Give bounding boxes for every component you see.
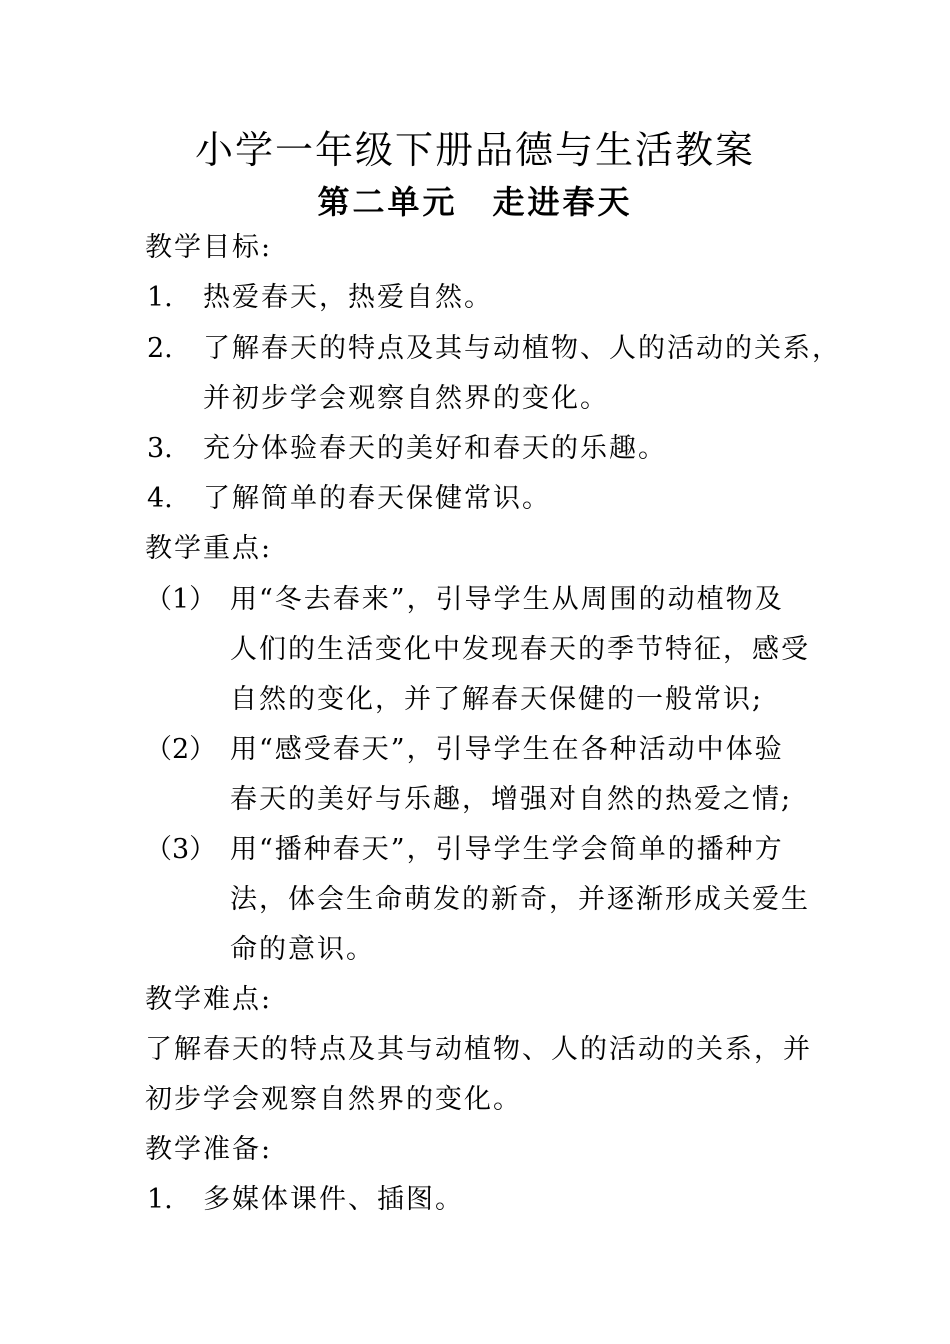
objective-text: 了解简单的春天保健常识。 xyxy=(203,483,551,514)
key-points-heading: 教学重点: xyxy=(145,533,273,564)
objective-text: 了解春天的特点及其与动植物、人的活动的关系， xyxy=(203,333,841,364)
key-point-text: 用“感受春天”，引导学生在各种活动中体验 xyxy=(230,734,784,765)
preparation-number: 1. xyxy=(147,1184,173,1215)
objective-text: 热爱春天，热爱自然。 xyxy=(203,282,493,313)
preparation-heading: 教学准备: xyxy=(145,1134,273,1165)
key-point-number: （1） xyxy=(145,584,217,615)
objective-number: 2. xyxy=(147,333,173,364)
key-point-text: 用“播种春天”，引导学生学会简单的播种方 xyxy=(230,834,784,865)
objective-number: 3. xyxy=(147,433,173,464)
key-point-text: 自然的变化，并了解春天保健的一般常识; xyxy=(230,684,764,715)
difficulties-heading: 教学难点: xyxy=(145,984,273,1015)
key-point-text: 用“冬去春来”，引导学生从周围的动植物及 xyxy=(230,584,784,615)
key-point-number: （2） xyxy=(145,734,217,765)
key-point-text: 人们的生活变化中发现春天的季节特征，感受 xyxy=(230,634,810,665)
page-subtitle: 第二单元 走进春天 xyxy=(317,183,633,221)
key-point-text: 春天的美好与乐趣，增强对自然的热爱之情; xyxy=(230,784,793,815)
key-point-text: 命的意识。 xyxy=(230,934,375,965)
difficulties-text: 了解春天的特点及其与动植物、人的活动的关系，并 xyxy=(145,1034,812,1065)
key-point-number: （3） xyxy=(145,834,217,865)
objective-number: 1. xyxy=(147,282,173,313)
preparation-text: 多媒体课件、插图。 xyxy=(203,1184,464,1215)
objective-text: 充分体验春天的美好和春天的乐趣。 xyxy=(203,433,667,464)
objective-number: 4. xyxy=(147,483,173,514)
objective-text: 并初步学会观察自然界的变化。 xyxy=(203,383,609,414)
objectives-heading: 教学目标: xyxy=(145,232,273,263)
key-point-text: 法，体会生命萌发的新奇，并逐渐形成关爱生 xyxy=(230,884,810,915)
difficulties-text: 初步学会观察自然界的变化。 xyxy=(145,1084,522,1115)
page-title: 小学一年级下册品德与生活教案 xyxy=(194,128,755,172)
